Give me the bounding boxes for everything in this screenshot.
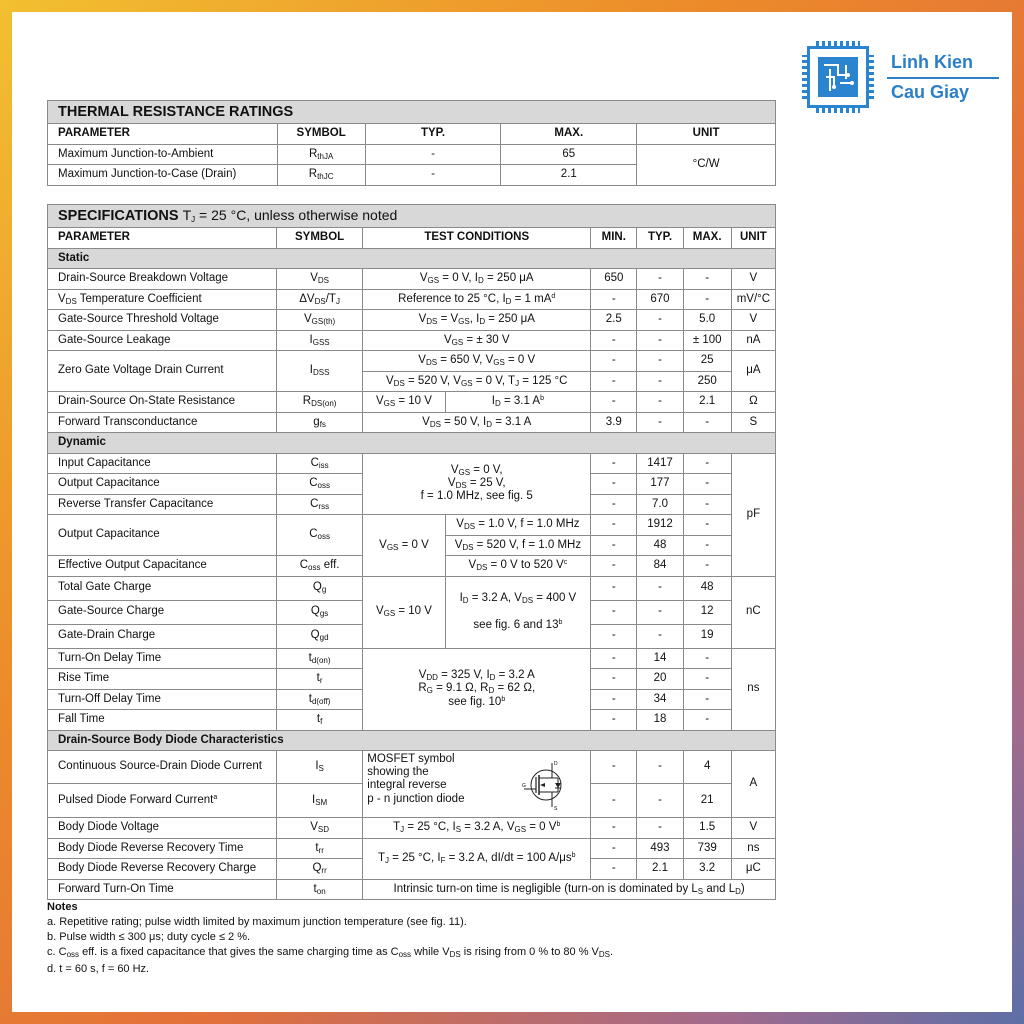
typ-value: - bbox=[637, 412, 683, 433]
min-value: - bbox=[591, 535, 637, 556]
thermal-title: THERMAL RESISTANCE RATINGS bbox=[48, 101, 776, 124]
test-condition: $V_{GS} = 0$ V, $I_D = 250$ μA bbox=[363, 269, 591, 290]
symbol: $R_{thJC}$ bbox=[277, 165, 365, 186]
min-value: - bbox=[591, 689, 637, 710]
unit: pF bbox=[731, 453, 775, 576]
test-condition: $I_D = 3.1$ $A^b$ bbox=[445, 392, 591, 413]
col-header: TEST CONDITIONS bbox=[363, 228, 591, 249]
unit: V bbox=[731, 269, 775, 290]
mosfet-note-line: p - n junction diode bbox=[367, 792, 465, 805]
table-row bbox=[48, 838, 776, 859]
note-item: d. t = 60 s, f = 60 Hz. bbox=[47, 963, 150, 975]
param-name: Effective Output Capacitance bbox=[48, 556, 277, 577]
min-value: - bbox=[591, 838, 637, 859]
symbol: $C_{oss}$ eff. bbox=[276, 556, 362, 577]
min-value: - bbox=[591, 453, 637, 474]
typ-value: - bbox=[637, 818, 683, 839]
specifications-table bbox=[47, 204, 776, 900]
symbol: $R_{DS(on)}$ bbox=[276, 392, 362, 413]
symbol: $t_{rr}$ bbox=[276, 838, 362, 859]
typ-value: 177 bbox=[637, 474, 683, 495]
typ-value: 18 bbox=[637, 710, 683, 731]
unit: ns bbox=[731, 648, 775, 730]
param-name: Reverse Transfer Capacitance bbox=[48, 494, 277, 515]
param-name: Total Gate Charge bbox=[48, 576, 277, 600]
param-name: Forward Turn-On Time bbox=[48, 879, 277, 900]
symbol: $C_{oss}$ bbox=[276, 515, 362, 556]
min-value: 650 bbox=[591, 269, 637, 290]
col-header: MAX. bbox=[683, 228, 731, 249]
symbol: $I_{DSS}$ bbox=[276, 351, 362, 392]
table-row bbox=[48, 269, 776, 290]
min-value: - bbox=[591, 371, 637, 392]
min-value: 3.9 bbox=[591, 412, 637, 433]
typ-value: - bbox=[637, 576, 683, 600]
max-value: 2.1 bbox=[501, 165, 637, 186]
typ-value: - bbox=[637, 351, 683, 372]
table-row bbox=[48, 576, 776, 600]
min-value: - bbox=[591, 351, 637, 372]
typ-value: - bbox=[637, 751, 683, 784]
max-value: ± 100 bbox=[683, 330, 731, 351]
typ-value: 20 bbox=[637, 669, 683, 690]
min-value: - bbox=[591, 556, 637, 577]
unit: S bbox=[731, 412, 775, 433]
col-header: SYMBOL bbox=[276, 228, 362, 249]
max-value: 3.2 bbox=[683, 859, 731, 880]
max-value: 21 bbox=[683, 784, 731, 818]
test-condition: $V_{DS} = 520$ V, $V_{GS} = 0$ V, $T_J = 125$ °C bbox=[363, 371, 591, 392]
max-value: - bbox=[683, 556, 731, 577]
section-header: Static bbox=[48, 248, 776, 269]
min-value: - bbox=[591, 515, 637, 536]
min-value: 2.5 bbox=[591, 310, 637, 331]
param-name: Turn-Off Delay Time bbox=[48, 689, 277, 710]
typ-value: 493 bbox=[637, 838, 683, 859]
max-value: - bbox=[683, 689, 731, 710]
test-condition: $T_J = 25$ °C, $I_F = 3.2$ A, dI/dt = 100 $A/\mu s^b$ bbox=[363, 838, 591, 879]
test-condition: $T_J = 25$ °C, $I_S = 3.2$ A, $V_{GS} = 0$ $V^b$ bbox=[363, 818, 591, 839]
typ-value: 14 bbox=[637, 648, 683, 669]
typ-value: - bbox=[365, 144, 501, 165]
col-header: MIN. bbox=[591, 228, 637, 249]
mosfet-note-line: showing the bbox=[367, 766, 429, 779]
max-value: - bbox=[683, 269, 731, 290]
max-value: - bbox=[683, 648, 731, 669]
min-value: - bbox=[591, 669, 637, 690]
symbol: $g_{fs}$ bbox=[276, 412, 362, 433]
param-name: Body Diode Voltage bbox=[48, 818, 277, 839]
svg-text:D: D bbox=[554, 761, 558, 767]
symbol: $C_{rss}$ bbox=[276, 494, 362, 515]
unit: ns bbox=[731, 838, 775, 859]
table-row bbox=[48, 879, 776, 900]
symbol: $Q_{gs}$ bbox=[276, 600, 362, 624]
brand-divider bbox=[887, 77, 999, 79]
test-condition: $V_{DS} = 0$ V to 520 $V^c$ bbox=[445, 556, 591, 577]
min-value: - bbox=[591, 784, 637, 818]
typ-value: - bbox=[637, 600, 683, 624]
min-value: - bbox=[591, 494, 637, 515]
table-row bbox=[48, 392, 776, 413]
unit: °C/W bbox=[637, 144, 776, 185]
symbol: $t_r$ bbox=[276, 669, 362, 690]
mosfet-symbol-icon bbox=[522, 759, 570, 811]
param-name: Turn-On Delay Time bbox=[48, 648, 277, 669]
min-value: - bbox=[591, 576, 637, 600]
param-name: Maximum Junction-to-Case (Drain) bbox=[48, 165, 278, 186]
typ-value: - bbox=[365, 165, 501, 186]
unit: nA bbox=[731, 330, 775, 351]
max-value: 19 bbox=[683, 624, 731, 648]
notes bbox=[47, 900, 807, 977]
param-name: Drain-Source On-State Resistance bbox=[48, 392, 277, 413]
svg-text:S: S bbox=[554, 806, 558, 811]
test-condition: $I_D = 3.2$ A, $V_{DS} = 400$ V see fig. 6 and 13$^b$ bbox=[445, 576, 591, 648]
max-value: 250 bbox=[683, 371, 731, 392]
symbol: $I_{GSS}$ bbox=[276, 330, 362, 351]
typ-value: 1912 bbox=[637, 515, 683, 536]
table-row bbox=[48, 289, 776, 310]
chip-icon bbox=[807, 46, 869, 108]
max-value: 739 bbox=[683, 838, 731, 859]
svg-text:G: G bbox=[522, 783, 527, 789]
typ-value: 670 bbox=[637, 289, 683, 310]
table-row bbox=[48, 144, 776, 165]
symbol: $R_{thJA}$ bbox=[277, 144, 365, 165]
unit: μA bbox=[731, 351, 775, 392]
symbol: $C_{iss}$ bbox=[276, 453, 362, 474]
test-condition: $V_{DS} = 50$ V, $I_D = 3.1$ A bbox=[363, 412, 591, 433]
table-row bbox=[48, 751, 776, 784]
section-header: Drain-Source Body Diode Characteristics bbox=[48, 730, 776, 751]
max-value: - bbox=[683, 412, 731, 433]
test-condition: $V_{GS} = 0$ V, $V_{DS} = 25$ V, f = 1.0 MHz, see fig. 5 bbox=[363, 453, 591, 515]
max-value: 65 bbox=[501, 144, 637, 165]
symbol: $I_S$ bbox=[276, 751, 362, 784]
col-header: SYMBOL bbox=[277, 124, 365, 145]
min-value: - bbox=[591, 751, 637, 784]
param-name: $V_{DS}$ Temperature Coefficient bbox=[48, 289, 277, 310]
symbol: $t_{on}$ bbox=[276, 879, 362, 900]
typ-value: 84 bbox=[637, 556, 683, 577]
test-condition: $V_{GS} = 10$ V bbox=[363, 392, 445, 413]
typ-value: - bbox=[637, 371, 683, 392]
test-condition: $V_{GS}$ = ± 30 V bbox=[363, 330, 591, 351]
typ-value: - bbox=[637, 269, 683, 290]
param-name: Zero Gate Voltage Drain Current bbox=[48, 351, 277, 392]
symbol: $t_{d(on)}$ bbox=[276, 648, 362, 669]
max-value: 5.0 bbox=[683, 310, 731, 331]
typ-value: 2.1 bbox=[637, 859, 683, 880]
col-header: PARAMETER bbox=[48, 124, 278, 145]
spec-title: SPECIFICATIONS $T_J = 25$ °C, unless otherwise noted bbox=[48, 205, 776, 228]
unit: V bbox=[731, 818, 775, 839]
notes-title: Notes bbox=[47, 901, 78, 913]
min-value: - bbox=[591, 624, 637, 648]
typ-value: 48 bbox=[637, 535, 683, 556]
symbol: $V_{SD}$ bbox=[276, 818, 362, 839]
max-value: - bbox=[683, 535, 731, 556]
param-name: Gate-Drain Charge bbox=[48, 624, 277, 648]
param-name: Fall Time bbox=[48, 710, 277, 731]
brand-logo bbox=[807, 46, 1007, 116]
test-condition: $V_{DS} = 520$ V, f = 1.0 MHz bbox=[445, 535, 591, 556]
param-name: Continuous Source-Drain Diode Current bbox=[48, 751, 277, 784]
symbol: $t_{d(off)}$ bbox=[276, 689, 362, 710]
max-value: 1.5 bbox=[683, 818, 731, 839]
symbol: $Q_{rr}$ bbox=[276, 859, 362, 880]
brand-name-line2: Cau Giay bbox=[891, 82, 970, 102]
thermal-resistance-table bbox=[47, 100, 776, 186]
max-value: - bbox=[683, 453, 731, 474]
param-name: Gate-Source Charge bbox=[48, 600, 277, 624]
symbol: $V_{GS(th)}$ bbox=[276, 310, 362, 331]
test-condition: $V_{GS} = 0$ V bbox=[363, 515, 445, 577]
min-value: - bbox=[591, 818, 637, 839]
test-condition: $V_{DD} = 325$ V, $I_D = 3.2$ A $R_G = 9.1$ Ω, $R_D = 62$ Ω, see fig. 10$^b$ bbox=[363, 648, 591, 730]
typ-value: - bbox=[637, 392, 683, 413]
symbol: $V_{DS}$ bbox=[276, 269, 362, 290]
param-name: Drain-Source Breakdown Voltage bbox=[48, 269, 277, 290]
unit: μC bbox=[731, 859, 775, 880]
col-header: PARAMETER bbox=[48, 228, 277, 249]
brand-name-line1: Linh Kien bbox=[891, 52, 973, 72]
param-name: Gate-Source Threshold Voltage bbox=[48, 310, 277, 331]
max-value: - bbox=[683, 710, 731, 731]
typ-value: 7.0 bbox=[637, 494, 683, 515]
max-value: 2.1 bbox=[683, 392, 731, 413]
col-header: TYP. bbox=[365, 124, 501, 145]
symbol: $I_{SM}$ bbox=[276, 784, 362, 818]
max-value: - bbox=[683, 494, 731, 515]
min-value: - bbox=[591, 330, 637, 351]
test-condition: $V_{DS} = 1.0$ V, f = 1.0 MHz bbox=[445, 515, 591, 536]
note-item: c. $C_{oss}$ eff. is a fixed capacitance that gives the same charging time as $C_{oss}$ while $V_{DS}$ is rising from 0 % to 80 % $V_{DS}$. bbox=[47, 946, 614, 959]
col-header: MAX. bbox=[501, 124, 637, 145]
symbol: $Q_{gd}$ bbox=[276, 624, 362, 648]
table-row bbox=[48, 515, 776, 536]
test-condition: $V_{GS} = 10$ V bbox=[363, 576, 445, 648]
param-name: Input Capacitance bbox=[48, 453, 277, 474]
param-name: Body Diode Reverse Recovery Charge bbox=[48, 859, 277, 880]
col-header: TYP. bbox=[637, 228, 683, 249]
min-value: - bbox=[591, 859, 637, 880]
min-value: - bbox=[591, 289, 637, 310]
table-row bbox=[48, 330, 776, 351]
unit: V bbox=[731, 310, 775, 331]
param-name: Rise Time bbox=[48, 669, 277, 690]
note-item: b. Pulse width ≤ 300 μs; duty cycle ≤ 2 %. bbox=[47, 931, 251, 943]
typ-value: 34 bbox=[637, 689, 683, 710]
test-condition: Reference to 25 °C, $I_D = 1$ $mA^d$ bbox=[363, 289, 591, 310]
table-row bbox=[48, 818, 776, 839]
max-value: 4 bbox=[683, 751, 731, 784]
symbol: $t_f$ bbox=[276, 710, 362, 731]
param-name: Gate-Source Leakage bbox=[48, 330, 277, 351]
symbol: $C_{oss}$ bbox=[276, 474, 362, 495]
unit: nC bbox=[731, 576, 775, 648]
min-value: - bbox=[591, 710, 637, 731]
table-row bbox=[48, 453, 776, 474]
test-condition bbox=[363, 751, 591, 818]
min-value: - bbox=[591, 474, 637, 495]
table-row bbox=[48, 412, 776, 433]
datasheet-page bbox=[12, 12, 1012, 1012]
max-value: - bbox=[683, 289, 731, 310]
typ-value: - bbox=[637, 624, 683, 648]
note-item: a. Repetitive rating; pulse width limited by maximum junction temperature (see fig. 11). bbox=[47, 916, 467, 928]
typ-value: - bbox=[637, 784, 683, 818]
unit: mV/°C bbox=[731, 289, 775, 310]
unit: A bbox=[731, 751, 775, 818]
max-value: - bbox=[683, 515, 731, 536]
max-value: 12 bbox=[683, 600, 731, 624]
table-row bbox=[48, 351, 776, 372]
min-value: - bbox=[591, 648, 637, 669]
param-name: Forward Transconductance bbox=[48, 412, 277, 433]
unit: Ω bbox=[731, 392, 775, 413]
param-name: Output Capacitance bbox=[48, 474, 277, 495]
table-row bbox=[48, 310, 776, 331]
section-header: Dynamic bbox=[48, 433, 776, 454]
param-name: Maximum Junction-to-Ambient bbox=[48, 144, 278, 165]
param-name: Body Diode Reverse Recovery Time bbox=[48, 838, 277, 859]
symbol: $\Delta V_{DS}/T_J$ bbox=[276, 289, 362, 310]
test-condition: $V_{DS} = V_{GS}$, $I_D = 250$ μA bbox=[363, 310, 591, 331]
test-condition: Intrinsic turn-on time is negligible (turn-on is dominated by $L_S$ and $L_D$) bbox=[363, 879, 776, 900]
min-value: - bbox=[591, 600, 637, 624]
test-condition: $V_{DS} = 650$ V, $V_{GS} = 0$ V bbox=[363, 351, 591, 372]
typ-value: - bbox=[637, 310, 683, 331]
col-header: UNIT bbox=[637, 124, 776, 145]
max-value: - bbox=[683, 474, 731, 495]
col-header: UNIT bbox=[731, 228, 775, 249]
table-row bbox=[48, 648, 776, 669]
mosfet-note-line: integral reverse bbox=[367, 779, 447, 792]
max-value: 48 bbox=[683, 576, 731, 600]
param-name: Pulsed Diode Forward Current$^a$ bbox=[48, 784, 277, 818]
symbol: $Q_g$ bbox=[276, 576, 362, 600]
typ-value: 1417 bbox=[637, 453, 683, 474]
typ-value: - bbox=[637, 330, 683, 351]
max-value: - bbox=[683, 669, 731, 690]
min-value: - bbox=[591, 392, 637, 413]
param-name: Output Capacitance bbox=[48, 515, 277, 556]
mosfet-note-line: MOSFET symbol bbox=[367, 753, 455, 765]
max-value: 25 bbox=[683, 351, 731, 372]
